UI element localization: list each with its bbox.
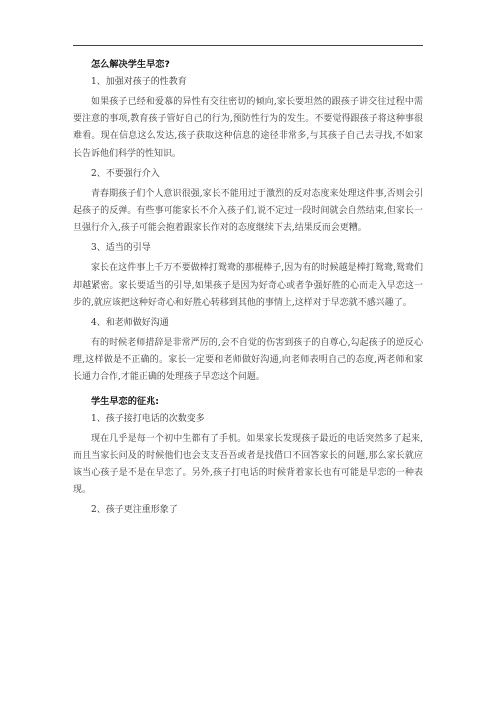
item-paragraph: 青春期孩子们个人意识很强,家长不能用过于激烈的反对态度来处理这件事,否则会引起孩子的反弹。有些事可能家长不介入孩子们,说不定过一段时间就会自然结束,但家长一旦强行介入,孩子可能会抱着跟家长作对的态度继续下去,结果反而会更糟。	[73, 188, 423, 234]
item-paragraph: 现在几乎是每一个初中生都有了手机。如果家长发现孩子最近的电话突然多了起来,而且当家长问及的时候他们也会支支吾吾或者是找借口不回答家长的问题,那么家长就应该当心孩子是不是在早恋了。另外,孩子打电话的时候背着家长也有可能是早恋的一种表现。	[73, 433, 423, 496]
item-paragraph: 如果孩子已经和爱慕的异性有交往密切的倾向,家长要坦然的跟孩子讲交往过程中需要注意的事项,教育孩子管好自己的行为,预防性行为的发生。不要觉得跟孩子将这种事很难看。现在信息这么发达,孩子获取这种信息的途径非常多,与其孩子自己去寻找,不如家长告诉他们科学的性知识。	[73, 97, 423, 159]
document-body	[73, 58, 423, 522]
section-title-solutions: 怎么解决学生早恋?	[91, 59, 170, 70]
item-heading: 3、适当的引导	[91, 243, 151, 254]
item-paragraph: 有的时候老师措辞是非常严厉的,会不自觉的伤害到孩子的自尊心,勾起孩子的逆反心理,这样做是不正确的。家长一定要和老师做好沟通,向老师表明自己的态度,两老师和家长通力合作,才能正确的处理孩子早恋这个问题。	[73, 338, 423, 383]
section-title-signs: 学生早恋的征兆:	[91, 395, 159, 407]
item-paragraph: 家长在这件事上千万不要做棒打鸳鸯的那棍棒子,因为有的时候越是棒打鸳鸯,鸳鸯们却越紧密。家长要适当的引导,如果孩子是因为好奇心或者争强好胜的心而走入早恋这一步的,就应该把这种好奇心和好胜心转移到其他的事情上,这样对于早恋就不感兴趣了。	[73, 263, 423, 308]
item-heading: 4、和老师做好沟通	[91, 318, 169, 329]
item-heading: 1、孩子接打电话的次数变多	[91, 413, 205, 424]
header-rule	[73, 45, 423, 46]
item-heading: 2、孩子更注重形象了	[91, 505, 178, 516]
item-heading: 1、加强对孩子的性教育	[91, 77, 187, 87]
item-heading: 2、不要强行介入	[91, 168, 160, 179]
